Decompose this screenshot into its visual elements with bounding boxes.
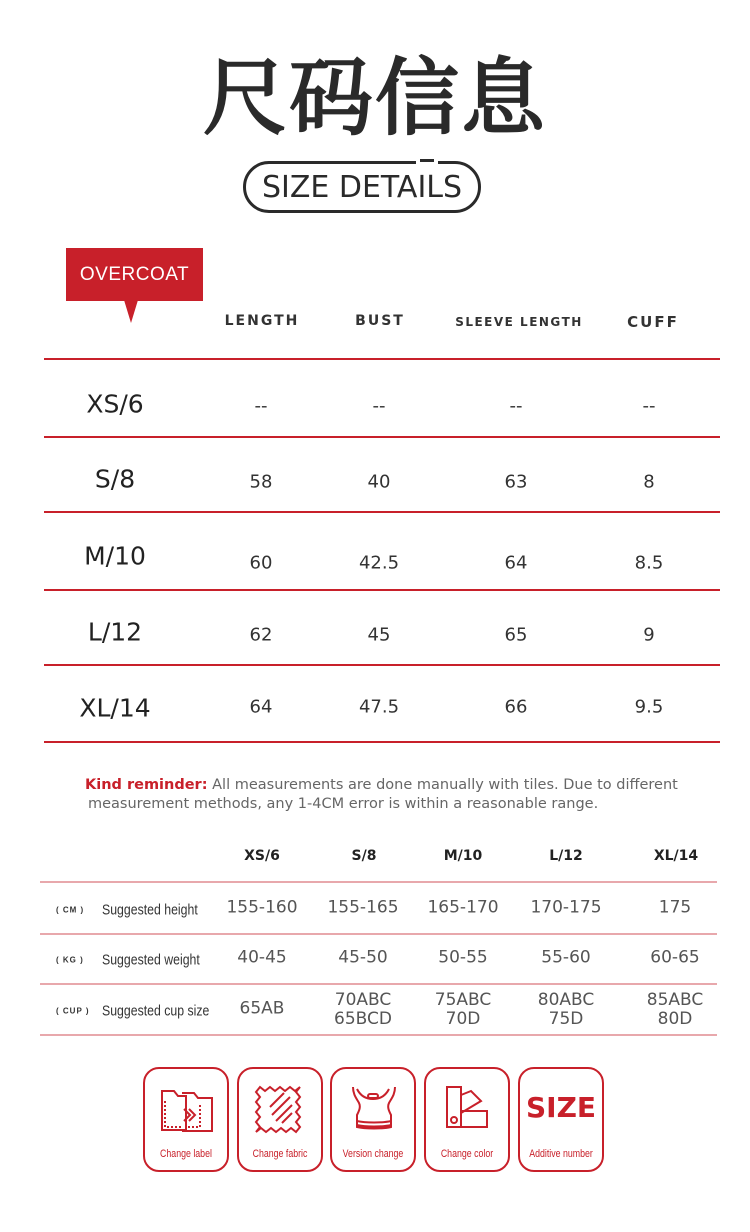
color-swatch-icon xyxy=(439,1081,497,1139)
cell-sleeve-length: 63 xyxy=(504,471,528,493)
overcoat-tag xyxy=(66,248,203,301)
row-label: Suggested weight xyxy=(102,951,200,969)
value-cell: 40-45 xyxy=(237,947,287,968)
folder-arrow-icon xyxy=(158,1081,216,1139)
value-cell: 155-160 xyxy=(226,897,298,918)
service-label: Version change xyxy=(342,1148,404,1160)
size-label: S/8 xyxy=(94,464,136,494)
unit-label: ( CUP ) xyxy=(56,1006,90,1016)
size-details-pill xyxy=(243,161,481,213)
column-header-sleeve-length: SLEEVE LENGTH xyxy=(455,315,583,329)
cell-length: 60 xyxy=(249,552,273,574)
service-change-color xyxy=(424,1067,510,1172)
suggest-header-xs: XS/6 xyxy=(244,848,280,864)
service-label: Change label xyxy=(160,1148,212,1160)
cell-bust: 42.5 xyxy=(358,552,400,574)
table-divider xyxy=(44,358,720,360)
table-divider xyxy=(44,664,720,666)
pill-dash-decoration xyxy=(420,159,434,162)
suggest-divider xyxy=(40,1034,717,1036)
service-change-fabric xyxy=(237,1067,323,1172)
value-cell: 50-55 xyxy=(438,947,488,968)
service-additive-number xyxy=(518,1067,604,1172)
value-cell: 45-50 xyxy=(338,947,388,968)
reminder-keyword: Kind reminder: xyxy=(85,777,208,793)
column-header-cuff: CUFF xyxy=(627,313,679,331)
cell-sleeve-length: 64 xyxy=(504,552,528,574)
cell-sleeve-length: -- xyxy=(509,395,523,417)
table-divider xyxy=(44,511,720,513)
cell-length: 62 xyxy=(249,624,273,646)
column-header-bust: BUST xyxy=(355,313,405,329)
value-cell: 75ABC 70D xyxy=(434,990,492,1029)
cell-bust: -- xyxy=(372,395,386,417)
table-divider xyxy=(44,436,720,438)
size-label: XL/14 xyxy=(79,693,151,723)
sports-bra-icon xyxy=(345,1081,403,1139)
table-divider xyxy=(44,589,720,591)
cell-cuff: 8.5 xyxy=(634,552,664,574)
unit-label: ( CM ) xyxy=(56,905,85,915)
unit-label: ( KG ) xyxy=(56,955,84,965)
value-cell: 65AB xyxy=(239,998,285,1019)
suggest-divider xyxy=(40,881,717,883)
service-version-change xyxy=(330,1067,416,1172)
overcoat-tag-pointer xyxy=(124,300,138,323)
kind-reminder xyxy=(85,776,705,814)
value-cell: 165-170 xyxy=(427,897,499,918)
size-details-title: SIZE DETAILS xyxy=(261,169,463,205)
service-label: Additive number xyxy=(529,1148,593,1160)
column-header-length: LENGTH xyxy=(224,313,300,329)
service-label: Change color xyxy=(440,1148,494,1160)
fabric-swatch-icon xyxy=(252,1081,310,1139)
cell-sleeve-length: 65 xyxy=(504,624,528,646)
overcoat-tag-label: OVERCOAT xyxy=(79,263,190,285)
cell-bust: 47.5 xyxy=(358,696,400,718)
cell-length: -- xyxy=(254,395,268,417)
size-label: M/10 xyxy=(84,541,146,571)
cell-sleeve-length: 66 xyxy=(504,696,528,718)
service-change-label xyxy=(143,1067,229,1172)
suggest-header-l: L/12 xyxy=(549,848,583,864)
cell-cuff: 9 xyxy=(643,624,655,646)
size-label: L/12 xyxy=(87,617,143,647)
value-cell: 170-175 xyxy=(530,897,602,918)
value-cell: 60-65 xyxy=(650,947,700,968)
cell-bust: 40 xyxy=(367,471,391,493)
value-cell: 80ABC 75D xyxy=(537,990,595,1029)
cell-length: 58 xyxy=(249,471,273,493)
row-label: Suggested cup size xyxy=(102,1002,210,1020)
reminder-line1: All measurements are done manually with tiles. Due to different xyxy=(207,777,678,793)
reminder-line2: measurement methods, any 1-4CM error is within a reasonable range. xyxy=(88,796,599,812)
cell-bust: 45 xyxy=(367,624,391,646)
value-cell: 155-165 xyxy=(327,897,399,918)
cell-length: 64 xyxy=(249,696,273,718)
size-label: XS/6 xyxy=(86,389,144,419)
cell-cuff: -- xyxy=(642,395,656,417)
value-cell: 70ABC 65BCD xyxy=(334,990,392,1029)
value-cell: 55-60 xyxy=(541,947,591,968)
row-label: Suggested height xyxy=(102,901,198,919)
size-text-icon: SIZE xyxy=(525,1091,596,1124)
suggest-header-xl: XL/14 xyxy=(653,848,699,864)
page-title-cn: 尺码信息 xyxy=(202,49,547,147)
cell-cuff: 9.5 xyxy=(634,696,664,718)
value-cell: 85ABC 80D xyxy=(646,990,704,1029)
suggest-header-s: S/8 xyxy=(351,848,377,864)
table-divider xyxy=(44,741,720,743)
value-cell: 175 xyxy=(658,897,692,918)
suggest-header-m: M/10 xyxy=(443,848,483,864)
suggest-divider xyxy=(40,983,717,985)
service-label: Change fabric xyxy=(252,1148,308,1160)
cell-cuff: 8 xyxy=(643,471,655,493)
suggest-divider xyxy=(40,933,717,935)
